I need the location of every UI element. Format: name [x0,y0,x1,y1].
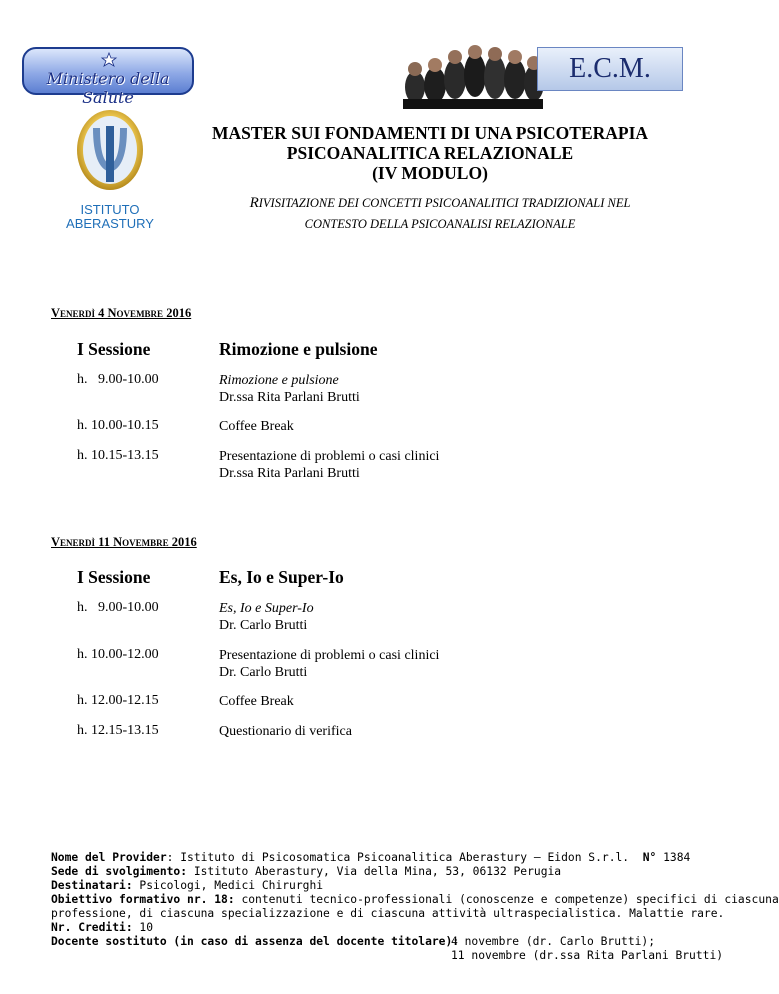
crediti-value: 10 [132,921,154,934]
schedule-speaker: Dr. Carlo Brutti [219,618,308,633]
schedule-topic: Presentazione di problemi o casi clinici [219,449,440,464]
day-heading: Venerdì 4 Novembre 2016 [51,306,192,320]
destinatari-label: Destinatari: [51,879,133,892]
aberastury-emblem-icon [75,108,145,196]
provider-value: : Istituto di Psicosomatica Psicoanalitica Aberastury – Eidon S.r.l. [166,851,643,864]
session-title: Rimozione e pulsione [219,339,378,359]
schedule-speaker: Dr.ssa Rita Parlani Brutti [219,390,360,405]
crediti-row [51,921,741,935]
session-label: I Sessione [77,339,151,359]
docente-value-2: 11 novembre (dr.ssa Rita Parlani Brutti) [451,949,724,962]
schedule-topic: Es, Io e Super-Io [219,601,314,616]
crediti-label: Nr. Crediti: [51,921,133,934]
provider-row [51,851,741,865]
ecm-banner [403,39,681,109]
docente-label: Docente sostituto (in caso di assenza del docente titolare): [51,935,460,948]
schedule-time: h. 10.15-13.15 [77,448,159,463]
sede-label: Sede di svolgimento: [51,865,188,878]
schedule-time: h. 12.00-12.15 [77,693,159,708]
schedule-entry [219,647,439,681]
schedule-topic: Coffee Break [219,419,294,434]
obiettivo-value: contenuti tecnico-professionali (conoscenze e competenze) specifici di ciascuna [234,893,779,906]
main-title-line-1: MASTER SUI FONDAMENTI DI UNA PSICOTERAPIA [211,123,649,143]
schedule-time: h. 10.00-10.15 [77,418,159,433]
schedule-topic: Rimozione e pulsione [219,373,339,388]
subtitle-line-2: CONTESTO DELLA PSICOANALISI RELAZIONALE [304,217,576,231]
sede-row [51,865,741,879]
schedule-topic: Coffee Break [219,694,294,709]
main-title-line-2: PSICOANALITICA RELAZIONALE [286,143,574,163]
course-info-footer [51,851,779,963]
ecm-label: E.C.M. [537,47,683,91]
session-label: I Sessione [77,567,151,587]
provider-number-label: N° [642,851,657,864]
istituto-aberastury-logo [55,108,165,236]
subtitle-initial: R [249,195,259,211]
italian-emblem-icon [98,52,120,70]
obiettivo-label: Obiettivo formativo nr. 18: [51,893,235,906]
destinatari-row [51,879,741,893]
docente-row-2 [51,949,741,963]
aberastury-label: ABERASTURY [66,216,154,231]
day-heading: Venerdì 11 Novembre 2016 [51,535,197,549]
obiettivo-row [51,893,779,907]
schedule-entry [219,600,314,634]
main-title-line-3: (IV MODULO) [372,163,488,183]
docente-row [51,935,741,949]
provider-label: Nome del Provider [51,851,167,864]
istituto-label: ISTITUTO [80,202,140,217]
schedule-entry [219,418,294,435]
schedule-time: h. 10.00-12.00 [77,647,159,662]
session-title: Es, Io e Super-Io [219,567,344,587]
ministero-logo-text: Ministero della Salute [46,69,170,107]
obiettivo-row-2: professione, di ciascuna specializzazione e di ciascuna attività ultraspecialistica. Malattie rare. [51,907,725,920]
schedule-time: h. 9.00-10.00 [77,600,159,615]
subtitle-line-1 [170,195,710,211]
schedule-speaker: Dr. Carlo Brutti [219,665,308,680]
schedule-entry [219,448,439,482]
schedule-entry [219,372,360,406]
subtitle-line-1-text: IVISITAZIONE DEI CONCETTI PSICOANALITICI TRADIZIONALI NEL [258,196,631,210]
schedule-time: h. 9.00-10.00 [77,372,159,387]
sede-value: Istituto Aberastury, Via della Mina, 53, 06132 Perugia [187,865,562,878]
destinatari-value: Psicologi, Medici Chirurghi [132,879,324,892]
schedule-entry [219,693,294,710]
schedule-topic: Questionario di verifica [219,724,352,739]
schedule-speaker: Dr.ssa Rita Parlani Brutti [219,466,360,481]
group-photo-image [403,39,543,109]
provider-number-value: 1384 [656,851,691,864]
docente-value-1: 4 novembre (dr. Carlo Brutti); [451,935,656,948]
ministero-della-salute-logo [22,47,194,107]
schedule-time: h. 12.15-13.15 [77,723,159,738]
schedule-entry [219,723,352,740]
schedule-topic: Presentazione di problemi o casi clinici [219,648,440,663]
